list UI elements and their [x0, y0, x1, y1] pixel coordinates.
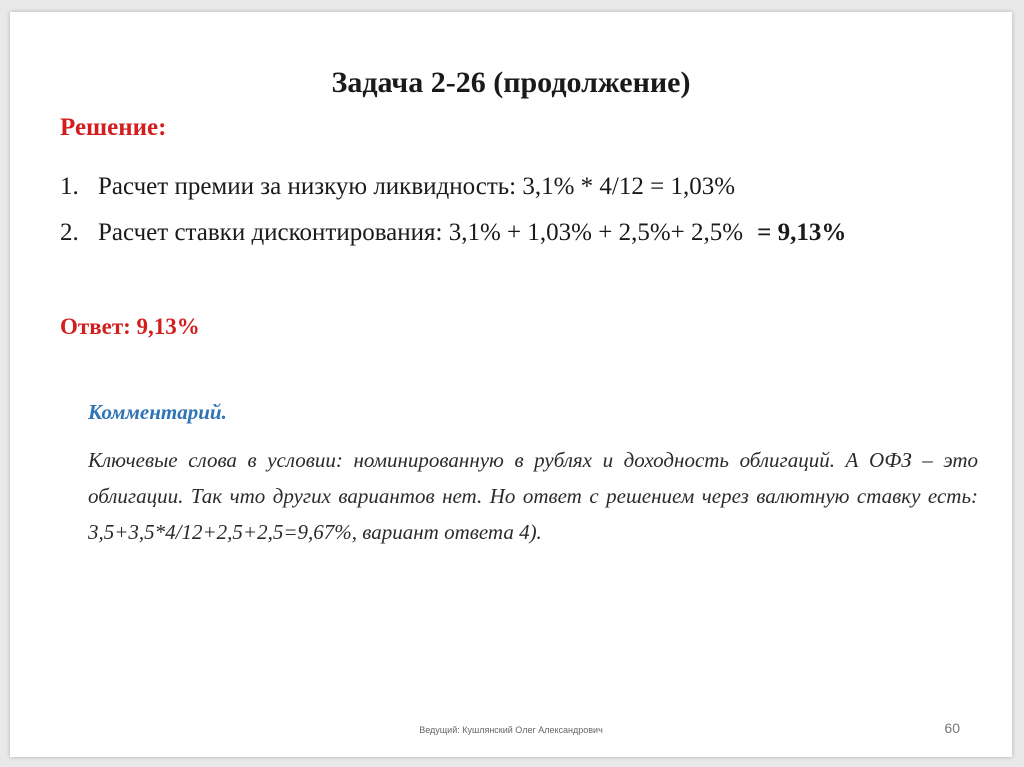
step-result: = 9,13% — [757, 219, 847, 246]
step-text: Расчет ставки дисконтирования: 3,1% + 1,03% + 2,5%+ 2,5% — [98, 219, 744, 246]
solution-step — [60, 210, 980, 256]
step-number: 2. — [60, 219, 79, 246]
answer: Ответ: 9,13% — [60, 314, 200, 339]
comment-title: Комментарий. — [88, 400, 227, 424]
slide-footer: Ведущий: Кушлянский Олег Александрович — [419, 725, 603, 735]
solution-steps — [60, 164, 980, 256]
slide-title: Задача 2-26 (продолжение) — [331, 66, 691, 99]
step-text: Расчет премии за низкую ликвидность: 3,1% * 4/12 = 1,03% — [98, 173, 736, 200]
comment-text: Ключевые слова в условии: номинированную в рублях и доходность облигаций. А ОФЗ – это облигации. Так что других вариантов нет. Но ответ с решением через валютную ставку есть: 3,5+3,5*4/12+2,5+2,5=9,67%, вариант ответа 4). — [88, 448, 978, 544]
slide — [10, 12, 1012, 757]
solution-step — [60, 164, 980, 210]
step-number: 1. — [60, 173, 79, 200]
page-number: 60 — [944, 720, 960, 736]
solution-label: Решение: — [60, 114, 167, 141]
